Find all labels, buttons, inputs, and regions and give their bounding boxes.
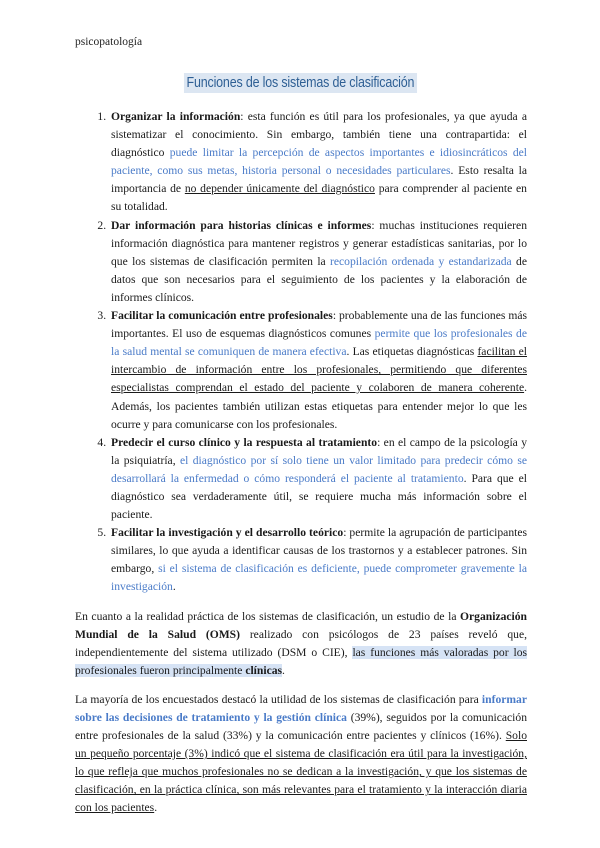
paragraph-text: . (282, 663, 285, 677)
list-item-historias (109, 217, 527, 307)
organization-name: Organización Mundial de la Salud (OMS) (75, 609, 527, 641)
functions-list (75, 108, 527, 597)
list-item-comunicacion (109, 307, 527, 434)
paragraph-text: (39%), seguidos por la comunicación entre profesionales de la salud (33%) y la comunicación entre pacientes y clínicos (16%). (75, 711, 527, 743)
underline-text: Solo un pequeño porcentaje (3%) indicó que el sistema de clasificación era útil para la investigación, lo que refleja que muchos profesionales no se dedican a la investigación, y que los sistemas de clasificación, en la práctica clínica, son más relevantes para el tratamiento y la interacción diaria con los pacientes (75, 729, 527, 815)
list-item-text: . Además, los pacientes también utilizan estas etiquetas para entender mejor lo que les ocurre y para comunicarse con los profesionales. (111, 381, 527, 431)
list-item-text: : esta función es útil para los profesionales, ya que ayuda a sistematizar el conocimiento. Sin embargo, también tiene una contrapartida: el diagnóstico (111, 110, 527, 160)
list-item-emphasis: permite que los profesionales de la salud mental se comuniquen de manera efectiva (111, 327, 527, 359)
page-title: Funciones de los sistemas de clasificación (184, 73, 417, 93)
list-item-text: para comprender al paciente en su totalidad. (111, 182, 527, 214)
list-item-predecir (109, 434, 527, 524)
list-item-text: : muchas instituciones requieren información diagnóstica para mantener registros y generar estadísticas sanitarias, por lo que los sistemas de clasificación permiten la (111, 218, 527, 268)
list-item-term: Facilitar la investigación y el desarrollo teórico (111, 526, 344, 540)
list-item-term: Organizar la información (111, 110, 241, 123)
list-item-term: Facilitar la comunicación entre profesionales (111, 309, 333, 323)
emphasis-bold: informar sobre las decisiones de tratamiento y la gestión clínica (75, 692, 527, 724)
list-item-emphasis: puede limitar la percepción de aspectos importantes e idiosincráticos del paciente, como sus metas, historia personal o necesidades particulares (111, 146, 528, 178)
list-item-text: : probablemente una de las funciones más importantes. El uso de esquemas diagnósticos comunes (111, 309, 528, 341)
list-item-text: . (172, 580, 176, 594)
paragraph-text: La mayoría de los encuestados destacó la utilidad de los sistemas de clasificación para (75, 692, 482, 706)
list-item-underline: facilitan el intercambio de información entre los profesionales, permitiendo que diferentes especialistas comprendan el estado del paciente y colaboren de manera coherente (111, 345, 527, 395)
highlighted-span: las funciones más valoradas por los profesionales fueron principalmente (75, 645, 528, 677)
list-item-text: . Para que el diagnóstico sea verdaderamente útil, se requiere mucha más información sobre el paciente. (111, 471, 527, 522)
list-item-text: de datos que son necesarios para el seguimiento de los pacientes y la elaboración de informes clínicos. (111, 254, 528, 304)
list-item-text: : permite la agrupación de participantes similares, lo que ayuda a identificar causas de los trastornos y a establecer patrones. Sin embargo, (111, 526, 528, 576)
paragraph-oms-study (75, 608, 527, 680)
list-item-term: Predecir el curso clínico y la respuesta al tratamiento (111, 435, 378, 449)
list-item-underline: no depender únicamente del diagnóstico (184, 182, 375, 196)
list-item-emphasis: si el sistema de clasificación es deficiente, puede comprometer gravemente la investigación (111, 562, 527, 594)
list-item-emphasis: el diagnóstico por sí solo tiene un valor limitado para predecir cómo se desarrollará la enfermedad o cómo responderá el paciente al tratamiento (111, 453, 527, 485)
list-item-term: Dar información para historias clínicas e informes (111, 218, 372, 232)
list-item-text: . Las etiquetas diagnósticas (346, 345, 478, 359)
document-header: psicopatología (75, 36, 143, 48)
paragraph-survey-results (75, 691, 527, 818)
list-item-text: : en el campo de la psicología y la psiquiatría, (111, 435, 528, 467)
list-item-organizar (109, 108, 527, 217)
paragraph-text: En cuanto a la realidad práctica de los sistemas de clasificación, un estudio de la (75, 609, 461, 623)
title-container (0, 73, 600, 93)
list-item-emphasis: recopilación ordenada y estandarizada (330, 254, 512, 268)
document-body (75, 108, 527, 818)
paragraph-text: . (154, 801, 158, 815)
highlighted-bold: clínicas (245, 663, 283, 677)
list-item-text: . Esto resalta la importancia de (111, 164, 528, 196)
list-item-investigacion (109, 524, 527, 596)
paragraph-text: realizado con psicólogos de 23 países reveló que, independientemente del sistema utilizado (DSM o CIE), (75, 627, 527, 659)
